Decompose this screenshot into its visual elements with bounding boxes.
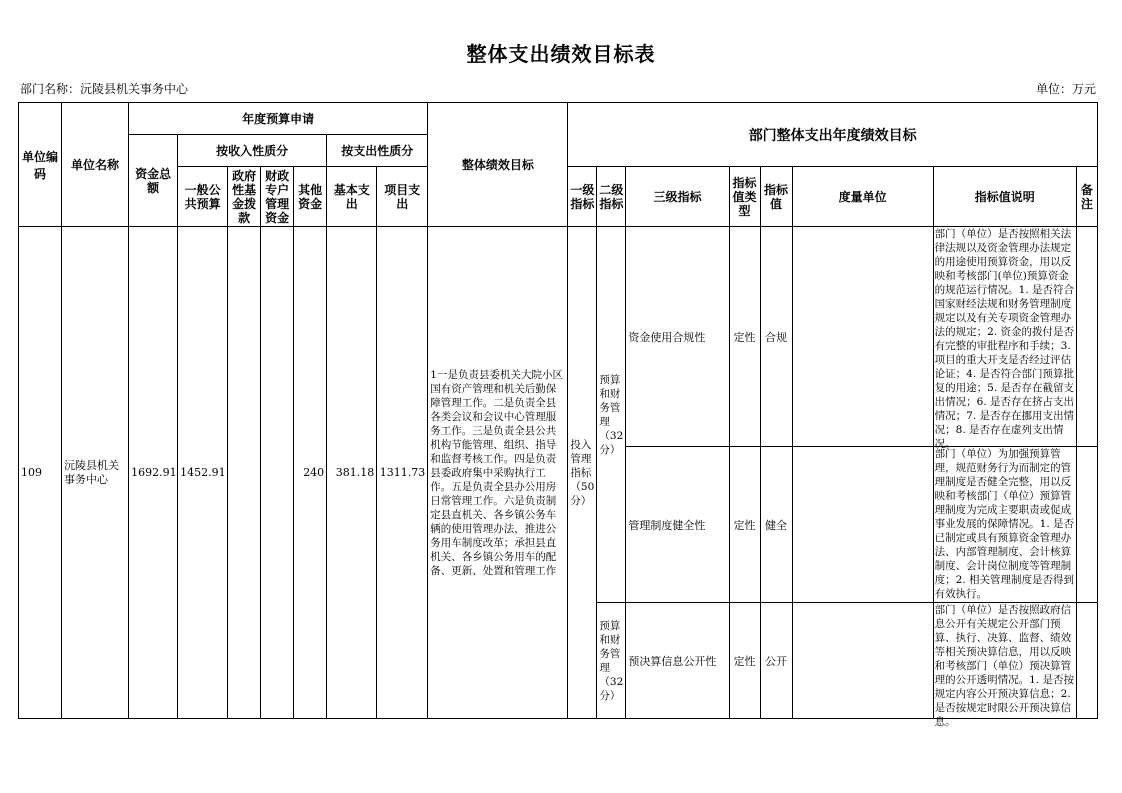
project-expense-cell: 1311.73 <box>377 227 428 719</box>
remark-cell <box>1076 227 1097 447</box>
overall-goal-cell: 1一是负责县委机关大院小区国有资产管理和机关后勤保障管理工作。二是负责全县各类会议和会议中心管理服务工作。三是负责全县公共机构节能管理、组织、指导和监督考核工作。四是负责县委政府集中采购执行工作。五是负责全县办公用房日常管理工作。六是负责制定县直机关、各乡镇公务车辆的使用管理办法，推进公务用车制度改革；承担县直机关、各乡镇公务用车的配备、更新、处置和管理工作 <box>428 227 568 719</box>
header-unit-code: 单位编码 <box>19 103 62 227</box>
department-name: 部门名称：沅陵县机关事务中心 <box>20 82 189 96</box>
level1-cell: 投入管理指标（50分） <box>568 227 597 719</box>
indicator-desc-cell <box>933 227 1076 450</box>
performance-table <box>18 102 1098 728</box>
header-basic-expense: 基本支出 <box>327 167 377 227</box>
measure-unit-cell <box>792 447 933 603</box>
indicator-type-cell: 定性 <box>729 603 760 719</box>
other-funds-cell: 240 <box>294 227 327 719</box>
measure-unit-cell <box>792 603 933 719</box>
header-level3: 三级指标 <box>626 167 729 227</box>
header-indicator-desc: 指标值说明 <box>933 167 1076 227</box>
general-budget-cell: 1452.91 <box>178 227 228 719</box>
level3-cell: 预决算信息公开性 <box>626 603 729 719</box>
total-funds-cell: 1692.91 <box>129 227 178 719</box>
level3-cell: 资金使用合规性 <box>626 227 729 447</box>
indicator-desc-text: 部门（单位）为加强预算管理，规范财务行为而制定的管理制度是否健全完整，用以反映和考核部门（单位）预算管理制度为完成主要职责或促成事业发展的保障情况。1. 是否已制定或具有预算资金管理办法、内部管理制度、会计核算制度、会计岗位制度等管理制度；2. 相关管理制度是否得到有效执行。 <box>934 448 1075 600</box>
level2-cell: 预算和财务管理（32分） <box>597 603 626 719</box>
basic-expense-cell: 381.18 <box>327 227 377 719</box>
header-by-income: 按收入性质分 <box>178 135 327 167</box>
gov-fund-cell <box>228 227 261 719</box>
indicator-value-cell: 合规 <box>760 227 792 447</box>
indicator-type-cell: 定性 <box>729 227 760 447</box>
measure-unit-cell <box>792 227 933 447</box>
header-general-budget: 一般公共预算 <box>178 167 228 227</box>
page-title: 整体支出绩效目标表 <box>466 42 656 66</box>
indicator-desc-cell <box>933 447 1076 603</box>
header-overall-goal: 整体绩效目标 <box>428 103 568 227</box>
header-remark: 备注 <box>1076 167 1097 227</box>
indicator-value-cell: 公开 <box>760 603 792 719</box>
indicator-value-cell: 健全 <box>760 447 792 603</box>
header-level1: 一级指标 <box>568 167 597 227</box>
header-by-expense: 按支出性质分 <box>327 135 428 167</box>
table-row <box>19 227 1098 447</box>
header-gov-fund: 政府性基金拨款 <box>228 167 261 227</box>
header-other-funds: 其他资金 <box>294 167 327 227</box>
currency-unit: 单位：万元 <box>1035 82 1096 96</box>
indicator-desc-text: 部门（单位）是否按照政府信息公开有关规定公开部门预算、执行、决算、监督、绩效等相关预决算信息，用以反映和考核部门（单位）预决算管理的公开透明情况。1. 是否按规定内容公开预决算信息；2. 是否按规定时限公开预决算信息。 <box>934 604 1075 728</box>
indicator-desc-cell <box>933 603 1076 728</box>
unit-name-cell: 沅陵县机关事务中心 <box>62 227 129 719</box>
indicator-type-cell: 定性 <box>729 447 760 603</box>
unit-code-cell: 109 <box>19 227 62 719</box>
header-dept-goal: 部门整体支出年度绩效目标 <box>568 103 1098 167</box>
header-level2: 二级指标 <box>597 167 626 227</box>
header-project-expense: 项目支出 <box>377 167 428 227</box>
remark-cell <box>1076 447 1097 603</box>
header-indicator-value: 指标值 <box>760 167 792 227</box>
level3-cell: 管理制度健全性 <box>626 447 729 603</box>
header-annual-budget: 年度预算申请 <box>129 103 428 135</box>
level2-cell: 预算和财务管理（32分） <box>597 227 626 603</box>
special-fund-cell <box>261 227 294 719</box>
header-indicator-type: 指标值类型 <box>729 167 760 227</box>
header-special-fund: 财政专户管理资金 <box>261 167 294 227</box>
header-row-1 <box>19 103 1098 135</box>
header-total-funds: 资金总额 <box>129 135 178 227</box>
indicator-desc-text: 部门（单位）是否按照相关法律法规以及资金管理办法规定的用途使用预算资金，用以反映和考核部门(单位)预算资金的规范运行情况。1. 是否符合国家财经法规和财务管理制度规定以及有关专项资金管理办法的规定；2. 资金的拨付是否有完整的审批程序和手续；3. 项目的重大开支是否经过评估论证；4. 是否符合部门预算批复的用途；5. 是否存在截留支出情况；6. 是否存在挤占支出情况；7. 是否存在挪用支出情况；8. 是否存在虚列支出情况。 <box>934 228 1075 450</box>
header-measure-unit: 度量单位 <box>792 167 933 227</box>
remark-cell <box>1076 603 1097 719</box>
header-unit-name: 单位名称 <box>62 103 129 227</box>
